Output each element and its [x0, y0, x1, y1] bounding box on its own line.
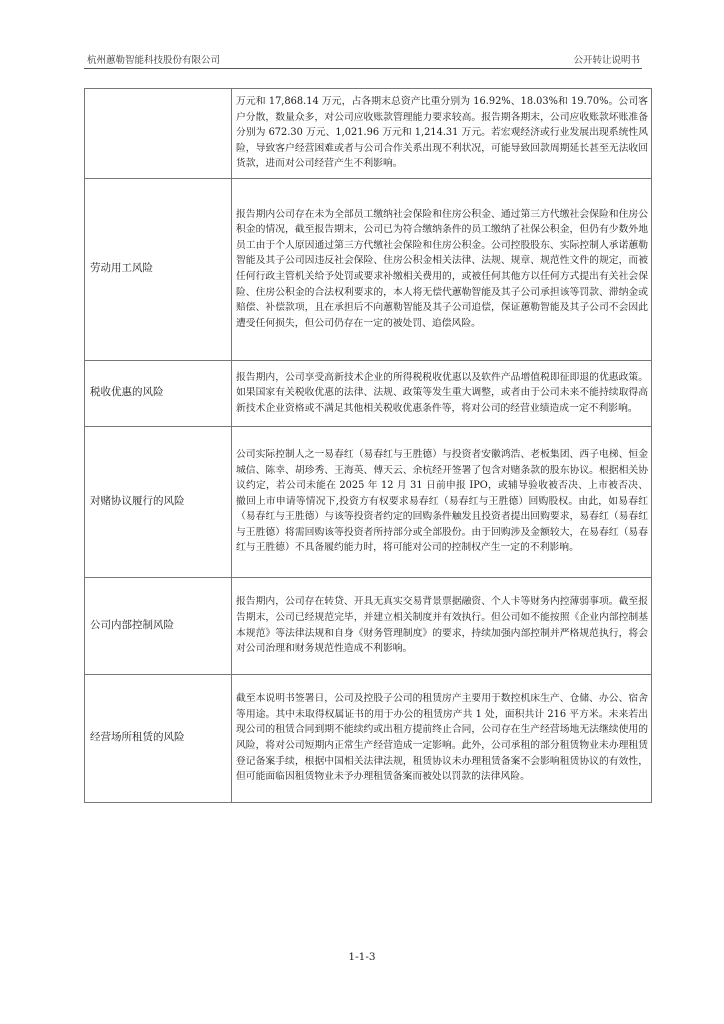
page-header [84, 52, 642, 67]
header-divider [84, 68, 642, 69]
risk-description: 截至本说明书签署日，公司及控股子公司的租赁房产主要用于数控机床生产、仓储、办公、宿舍等用途。其中未取得权属证书的用于办公的租赁房产共 1 处，面积共计 216 平方米。未来若出现公司的租赁合同到期不能续约或出租方提前终止合同，公司存在生产经营场地无法继续使用的风险，将对公司短期内正常生产经营造成一定影响。此外，公司承租的部分租赁物业未办理租赁登记备案手续，根据中国相关法律法规，租赁协议未办理租赁备案不会影响租赁协议的有效性，但可能面临因租赁物业未予办理租赁备案而被处以罚款的法律风险。 [232, 675, 652, 803]
table-row [85, 578, 652, 675]
page-number: 1-1-3 [348, 951, 376, 963]
risk-description: 报告期内，公司存在转贷、开具无真实交易背景票据融资、个人卡等财务内控薄弱事项。截至报告期末，公司已经规范完毕，并建立相关制度并有效执行。但公司如不能按照《企业内部控制基本规范》等法律法规和自身《财务管理制度》的要求，持续加强内部控制并严格规范执行，将会对公司治理和财务规范性造成不利影响。 [232, 578, 652, 675]
table-row [85, 675, 652, 803]
risk-name: 劳动用工风险 [85, 179, 232, 361]
risk-description: 报告期内公司存在未为全部员工缴纳社会保险和住房公积金、通过第三方代缴社会保险和住房公积金的情况，截至报告期末，公司已为符合缴纳条件的员工缴纳了社保公积金，但仍有少数外地员工由于个人原因通过第三方代缴社会保险和住房公积金。公司控股股东、实际控制人承诺蕙勒智能及其子公司因违反社会保险、住房公积金相关法律、法规、规章、规范性文件的规定，而被任何行政主管机关给予处罚或要求补缴相关费用的，或被任何其他方以任何方式提出有关社会保险、住房公积金的合法权利要求的，本人将无偿代蕙勒智能及其子公司承担该等罚款、滞纳金或赔偿、补偿款项，且在承担后不向蕙勒智能及其子公司追偿，保证蕙勒智能及其子公司不会因此遭受任何损失，但公司仍存在一定的被处罚、追偿风险。 [232, 179, 652, 361]
table-row [85, 361, 652, 427]
risk-description: 报告期内，公司享受高新技术企业的所得税税收优惠以及软件产品增值税即征即退的优惠政策。如果国家有关税收优惠的法律、法规、政策等发生重大调整，或者由于公司未来不能持续取得高新技术企业资格或不满足其他相关税收优惠条件等，将对公司的经营业绩造成一定不利影响。 [232, 361, 652, 427]
risk-description: 公司实际控制人之一易春红（易春红与王胜德）与投资者安徽鸿浩、老板集团、西子电梯、恒金城信、陈幸、胡珍秀、王海英、傅天云、余杭经开签署了包含对赌条款的股东协议。根据相关协议约定，若公司未能在 2025 年 12 月 31 日前申报 IPO，或辅导验收被否决、上市被否决、撤回上市申请等情况下,投资方有权要求易春红（易春红与王胜德）回购股权。由此，如易春红（易春红与王胜德）与该等投资者约定的回购条件触发且投资者提出回购要求，易春红（易春红与王胜德）将需回购该等投资者所持部分或全部股份。由于回购涉及金额较大，在易春红（易春红与王胜德）不具备履约能力时，将可能对公司的控制权产生一定的不利影响。 [232, 427, 652, 578]
document-title: 公开转让说明书 [573, 55, 640, 66]
risk-description: 万元和 17,868.14 万元，占各期末总资产比重分别为 16.92%、18.03%和 19.70%。公司客户分散，数量众多，对公司应收账款管理能力要求较高。报告期各期末，公司应收账款坏账准备分别为 672.30 万元、1,021.96 万元和 1,214.31 万元。若宏观经济或行业发展出现系统性风险，导致客户经营困难或者与公司合作关系出现不利状况，可能导致回款周期延长甚至无法收回货款，进而对公司经营产生不利影响。 [232, 89, 652, 179]
table-row [85, 427, 652, 578]
risk-name: 税收优惠的风险 [85, 361, 232, 427]
risk-name: 对赌协议履行的风险 [85, 427, 232, 578]
risk-name: 经营场所租赁的风险 [85, 675, 232, 803]
risk-name [85, 89, 232, 179]
table-row [85, 179, 652, 361]
company-name: 杭州蕙勒智能科技股份有限公司 [87, 55, 221, 66]
risk-name: 公司内部控制风险 [85, 578, 232, 675]
table-row [85, 89, 652, 179]
risk-factors-table [84, 88, 652, 803]
